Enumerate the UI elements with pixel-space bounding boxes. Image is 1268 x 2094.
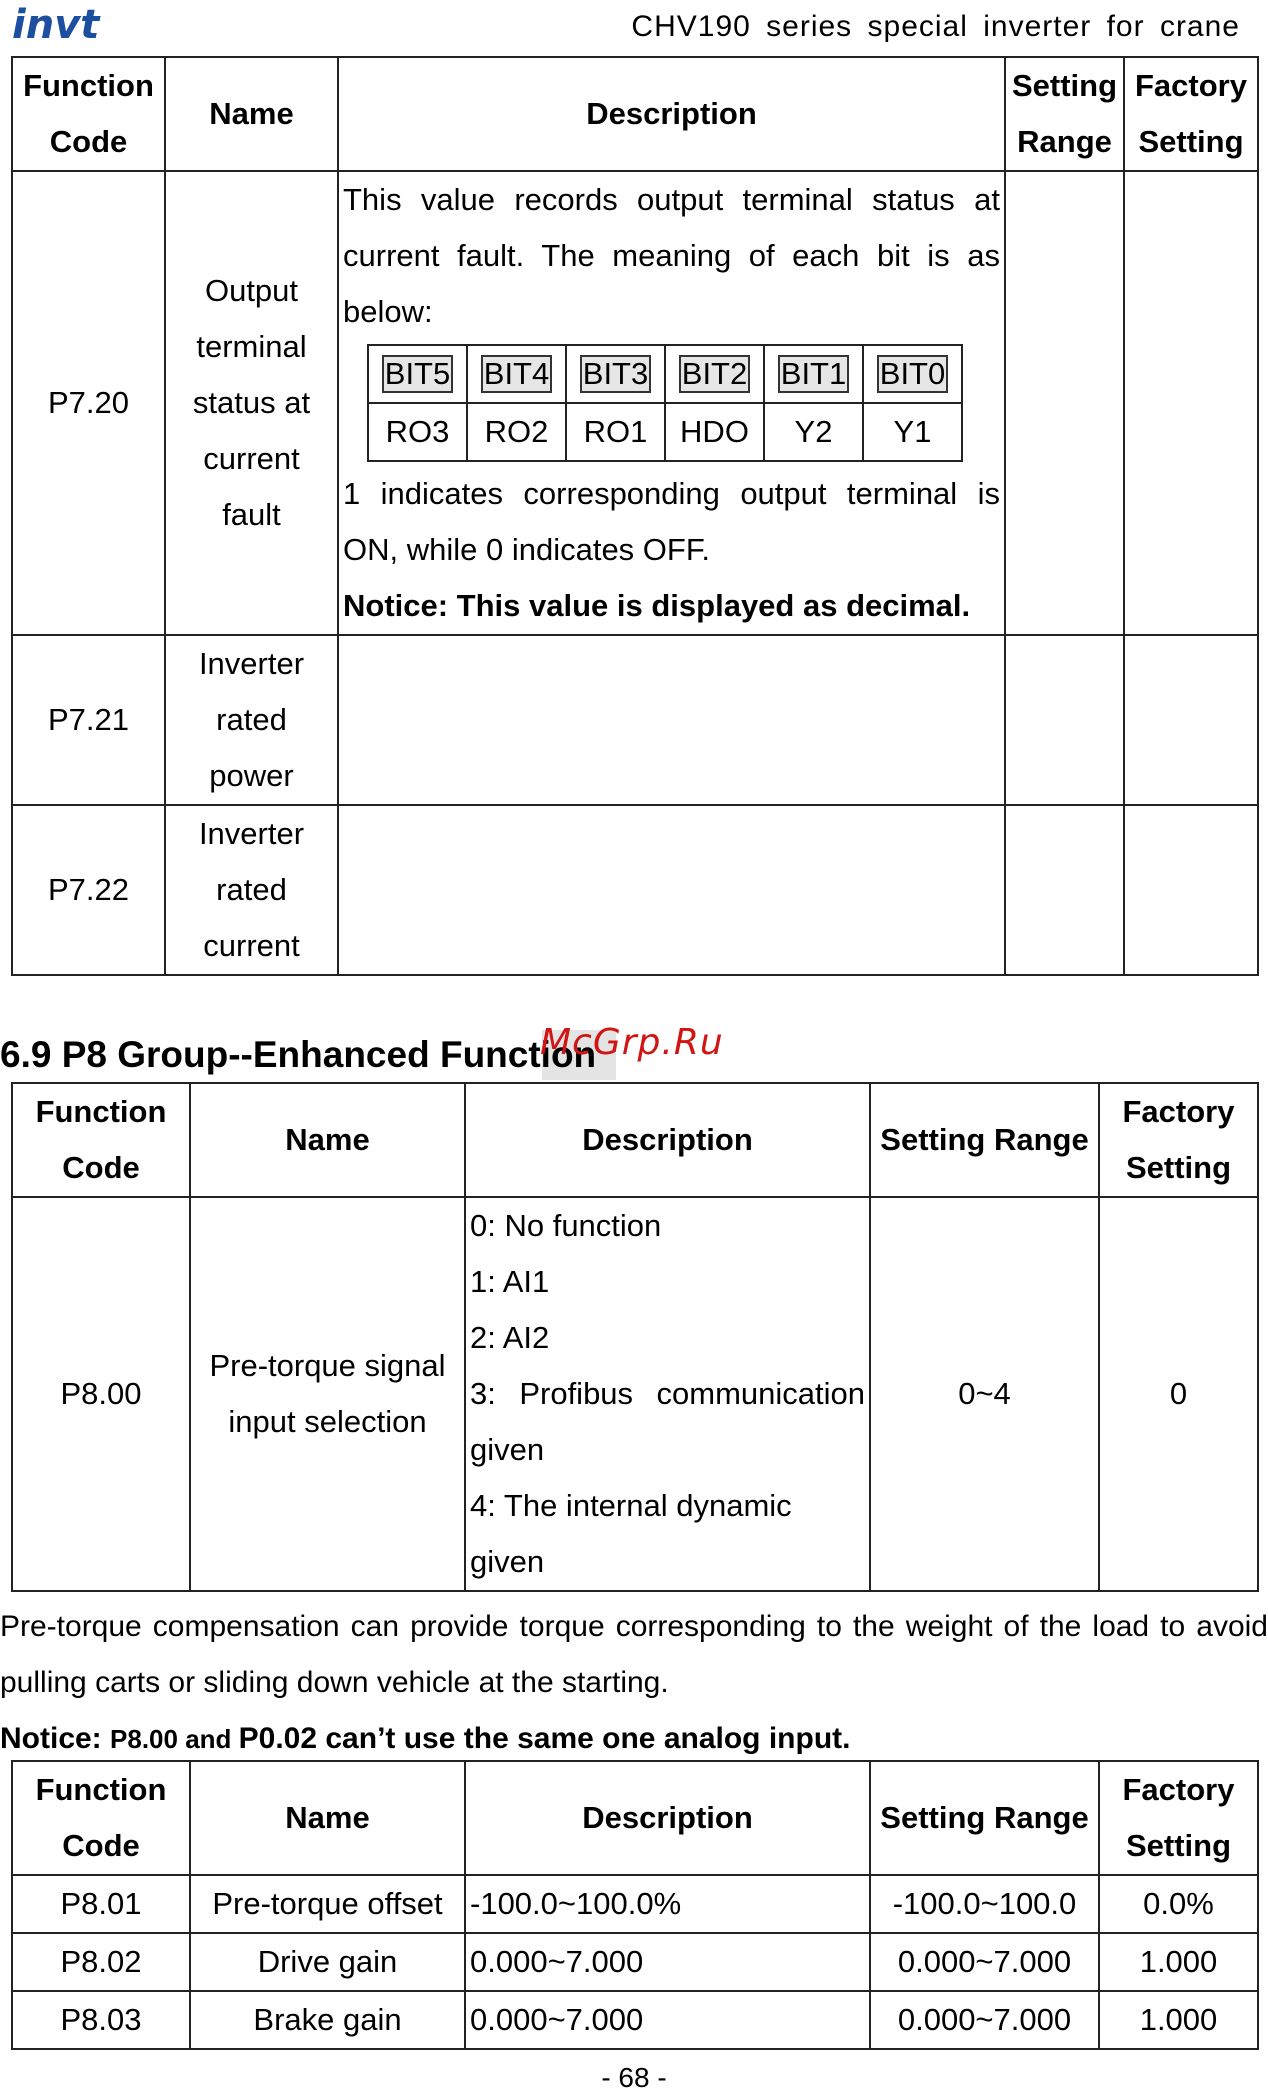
header-name: Name	[190, 1083, 465, 1197]
option-item: 3: Profibus communication given	[470, 1376, 865, 1467]
function-code-cell: P7.20	[12, 171, 165, 635]
pre-torque-paragraph: Pre-torque compensation can provide torque corresponding to the weight of the load to avoid pulling carts or sliding down vehicle at the starting.	[0, 1610, 1268, 1699]
notice-code: P8.00	[110, 1724, 178, 1754]
table-header-row	[12, 1083, 1258, 1197]
bit-cell	[863, 345, 962, 403]
function-code-cell: P8.00	[12, 1197, 190, 1591]
bit-table	[367, 344, 963, 462]
terminal-cell: Y2	[764, 403, 863, 461]
name-cell: Output terminal status at current fault	[165, 171, 338, 635]
bit-cell	[764, 345, 863, 403]
factory-setting-cell	[1124, 805, 1258, 975]
document-header-title: CHV190 series special inverter for crane	[631, 10, 1240, 43]
description-cell: -100.0~100.0%	[465, 1875, 870, 1933]
option-item: 0: No function	[470, 1208, 662, 1243]
bit-label: BIT2	[679, 355, 750, 393]
table-row	[12, 1991, 1258, 2049]
watermark-text: McGrp.Ru	[540, 1022, 724, 1063]
name-cell: Pre-torque offset	[190, 1875, 465, 1933]
description-cell	[338, 171, 1005, 635]
description-notice: Notice: This value is displayed as decimal.	[343, 588, 971, 623]
header-description: Description	[465, 1761, 870, 1875]
setting-range-cell: 0~4	[870, 1197, 1099, 1591]
table-header-row	[12, 57, 1258, 171]
bit-label: BIT4	[481, 355, 552, 393]
description-cell: 0.000~7.000	[465, 1991, 870, 2049]
bit-row	[368, 345, 962, 403]
factory-setting-cell: 0.0%	[1099, 1875, 1258, 1933]
function-code-cell: P8.01	[12, 1875, 190, 1933]
option-item: 1: AI1	[470, 1264, 550, 1299]
setting-range-cell	[1005, 171, 1124, 635]
setting-range-cell: 0.000~7.000	[870, 1933, 1099, 1991]
description-cell: 0.000~7.000	[465, 1933, 870, 1991]
name-cell: Brake gain	[190, 1991, 465, 2049]
table-row	[12, 1197, 1258, 1591]
table-row	[12, 171, 1258, 635]
function-code-cell: P7.21	[12, 635, 165, 805]
table-row	[12, 1933, 1258, 1991]
header-factory-setting: Factory Setting	[1099, 1083, 1258, 1197]
header-setting-range: Setting Range	[870, 1761, 1099, 1875]
header-name: Name	[190, 1761, 465, 1875]
terminal-cell: RO2	[467, 403, 566, 461]
terminal-cell: RO3	[368, 403, 467, 461]
function-code-cell: P7.22	[12, 805, 165, 975]
bit-label: BIT5	[382, 355, 453, 393]
bit-cell	[665, 345, 764, 403]
table-row	[12, 635, 1258, 805]
name-cell: Pre-torque signal input selection	[190, 1197, 465, 1591]
factory-setting-cell	[1124, 171, 1258, 635]
table-header-row	[12, 1761, 1258, 1875]
notice-rest: P0.02 can’t use the same one analog input.	[238, 1722, 851, 1755]
function-code-cell: P8.03	[12, 1991, 190, 2049]
section-title: 6.9 P8 Group--Enhanced Function	[0, 1030, 616, 1080]
description-intro: This value records output terminal status at current fault. The meaning of each bit is as below:	[343, 182, 1000, 329]
terminal-row	[368, 403, 962, 461]
description-cell	[338, 635, 1005, 805]
header-factory-setting: Factory Setting	[1124, 57, 1258, 171]
factory-setting-cell: 0	[1099, 1197, 1258, 1591]
terminal-cell: RO1	[566, 403, 665, 461]
setting-range-cell: 0.000~7.000	[870, 1991, 1099, 2049]
header-setting-range: Setting Range	[870, 1083, 1099, 1197]
invt-logo: invt	[12, 2, 100, 48]
setting-range-cell: -100.0~100.0	[870, 1875, 1099, 1933]
p7-parameter-table	[11, 56, 1259, 976]
setting-range-cell	[1005, 805, 1124, 975]
function-code-cell: P8.02	[12, 1933, 190, 1991]
header-description: Description	[338, 57, 1005, 171]
option-item: 2: AI2	[470, 1320, 550, 1355]
setting-range-cell	[1005, 635, 1124, 805]
bit-cell	[467, 345, 566, 403]
option-item: 4: The internal dynamic given	[470, 1488, 792, 1579]
bit-label: BIT3	[580, 355, 651, 393]
p8-parameter-table	[11, 1760, 1259, 2050]
name-cell: Inverter rated current	[165, 805, 338, 975]
description-cell	[465, 1197, 870, 1591]
factory-setting-cell: 1.000	[1099, 1933, 1258, 1991]
p8-00-parameter-table	[11, 1082, 1259, 1592]
terminal-cell: Y1	[863, 403, 962, 461]
factory-setting-cell	[1124, 635, 1258, 805]
bit-cell	[368, 345, 467, 403]
bit-label: BIT0	[877, 355, 948, 393]
bit-label: BIT1	[778, 355, 849, 393]
header-function-code: Function Code	[12, 1083, 190, 1197]
terminal-cell: HDO	[665, 403, 764, 461]
header-description: Description	[465, 1083, 870, 1197]
notice-prefix: Notice:	[0, 1722, 111, 1755]
notice-paragraph	[0, 1711, 1268, 1767]
header-function-code: Function Code	[12, 57, 165, 171]
name-cell: Inverter rated power	[165, 635, 338, 805]
header-function-code: Function Code	[12, 1761, 190, 1875]
page-number: - 68 -	[601, 2062, 667, 2093]
table-row	[12, 805, 1258, 975]
notice-middle: and	[177, 1724, 239, 1754]
table-row	[12, 1875, 1258, 1933]
header-factory-setting: Factory Setting	[1099, 1761, 1258, 1875]
description-cell	[338, 805, 1005, 975]
factory-setting-cell: 1.000	[1099, 1991, 1258, 2049]
header-setting-range: Setting Range	[1005, 57, 1124, 171]
name-cell: Drive gain	[190, 1933, 465, 1991]
bit-cell	[566, 345, 665, 403]
header-name: Name	[165, 57, 338, 171]
description-after: 1 indicates corresponding output terminal is ON, while 0 indicates OFF.	[343, 476, 1000, 567]
